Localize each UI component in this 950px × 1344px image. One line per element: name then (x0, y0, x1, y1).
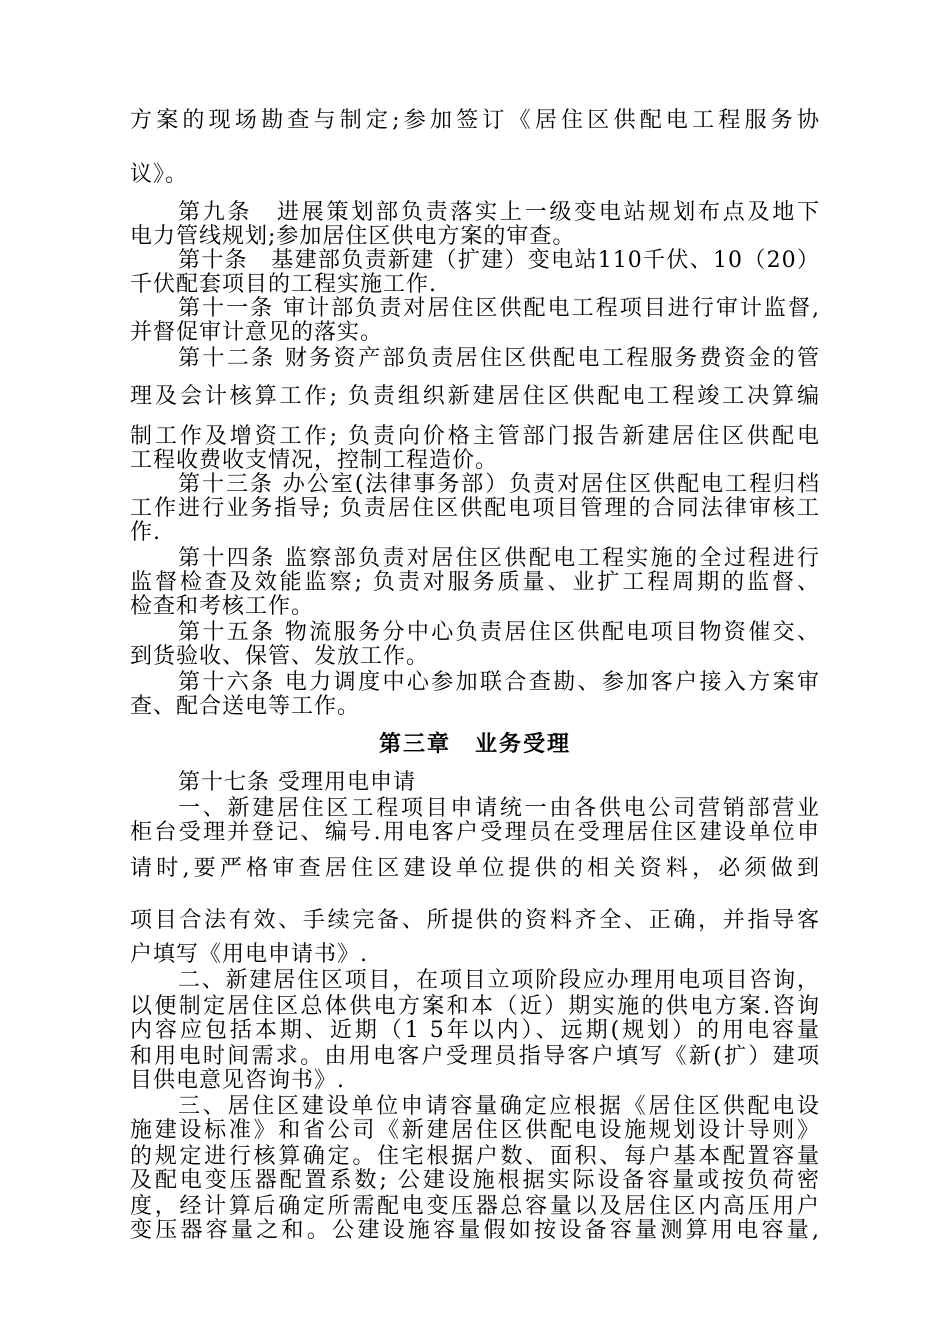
text-line: 一、新建居住区工程项目申请统一由各供电公司营销部营业 (178, 796, 820, 821)
text-line: 三、居住区建设单位申请容量确定应根据《居住区供配电设 (178, 1094, 820, 1119)
text-line: 制工作及增资工作; 负责向价格主管部门报告新建居住区供配电 (130, 424, 820, 449)
article-14: 第十四条 监察部负责对居住区供配电工程实施的全过程进行 (178, 546, 820, 571)
text-line: 项目合法有效、手续完备、所提供的资料齐全、正确，并指导客 (130, 908, 820, 933)
text-line: 并督促审计意见的落实。 (130, 320, 384, 345)
text-line: 到货验收、保管、发放工作。 (130, 644, 430, 669)
text-line: 理及会计核算工作; 负责组织新建居住区供配电工程竣工决算编 (130, 384, 820, 409)
text-line: 施建设标准》和省公司《新建居住区供配电设施规划设计导则》 (130, 1118, 820, 1143)
text-line: 度，经计算后确定所需配电变压器总容量以及居住区内高压用户 (130, 1194, 820, 1219)
text-line: 工程收费收支情况，控制工程造价。 (130, 448, 499, 473)
text-line: 作. (130, 520, 161, 545)
article-16: 第十六条 电力调度中心参加联合查勘、参加客户接入方案审 (178, 670, 820, 695)
article-9: 第九条 进展策划部负责落实上一级变电站规划布点及地下 (178, 200, 820, 225)
article-13: 第十三条 办公室(法律事务部）负责对居住区供配电工程归档 (178, 472, 820, 497)
text-line: 工作进行业务指导; 负责居住区供配电项目管理的合同法律审核工 (130, 496, 820, 521)
text-line: 电力管线规划;参加居住区供电方案的审查。 (130, 224, 576, 249)
text-line: 千伏配套项目的工程实施工作. (130, 272, 437, 297)
text-line: 内容应包括本期、近期（1 5年以内）、远期(规划）的用电容量 (130, 1018, 820, 1043)
text-line: 的规定进行核算确定。住宅根据户数、面积、每户基本配置容量 (130, 1144, 820, 1169)
article-12: 第十二条 财务资产部负责居住区供配电工程服务费资金的管 (178, 346, 820, 371)
text-line: 户填写《用电申请书》. (130, 942, 368, 967)
article-17: 第十七条 受理用电申请 (178, 770, 416, 795)
text-line: 柜台受理并登记、编号.用电客户受理员在受理居住区建设单位申 (130, 820, 820, 845)
text-line: 监督检查及效能监察; 负责对服务质量、业扩工程周期的监督、 (130, 570, 820, 595)
text-line: 检查和考核工作。 (130, 594, 315, 619)
text-line: 议》。 (130, 162, 189, 187)
text-line: 及配电变压器配置系数; 公建设施根据实际设备容量或按负荷密 (130, 1168, 820, 1193)
article-15: 第十五条 物流服务分中心负责居住区供配电项目物资催交、 (178, 620, 820, 645)
text-line: 查、配合送电等工作。 (130, 694, 361, 719)
text-line: 和用电时间需求。由用电客户受理员指导客户填写《新(扩）建项 (130, 1044, 820, 1069)
article-10: 第十条 基建部负责新建（扩建）变电站110千伏、10（20） (178, 248, 820, 273)
text-line: 目供电意见咨询书》. (130, 1068, 345, 1093)
text-line: 二、新建居住区项目，在项目立项阶段应办理用电项目咨询， (178, 968, 820, 993)
text-line: 方案的现场勘查与制定;参加签订《居住区供配电工程服务协 (130, 108, 820, 133)
text-line: 请时,要严格审查居住区建设单位提供的相关资料，必须做到 (130, 856, 820, 881)
chapter-heading: 第三章 业务受理 (378, 732, 571, 757)
article-11: 第十一条 审计部负责对居住区供配电工程项目进行审计监督, (178, 296, 820, 321)
text-line: 变压器容量之和。公建设施容量假如按设备容量测算用电容量, (130, 1218, 820, 1243)
text-line: 以便制定居住区总体供电方案和本（近）期实施的供电方案.咨询 (130, 994, 820, 1019)
